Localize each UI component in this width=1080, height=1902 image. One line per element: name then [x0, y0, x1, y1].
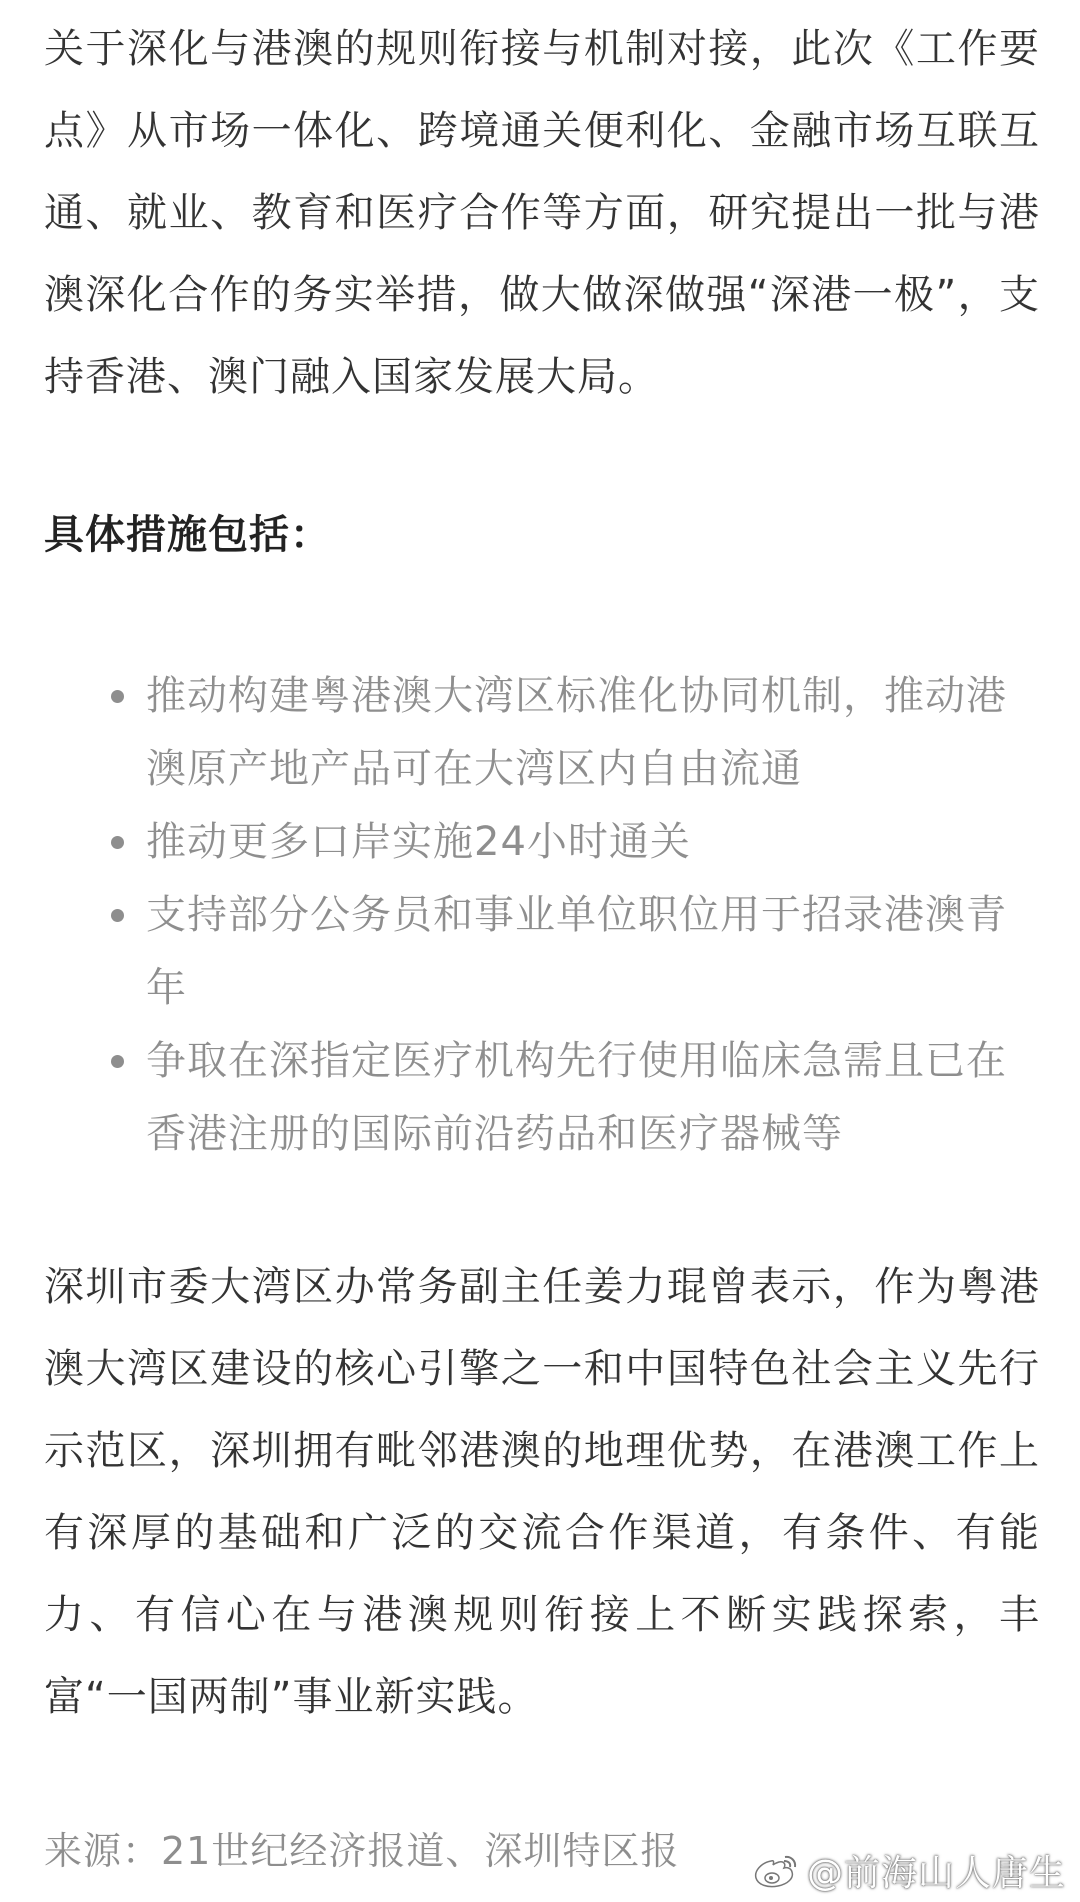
watermark-text: @前海山人唐生 — [806, 1853, 1066, 1894]
article-paragraph-1: 关于深化与港澳的规则衔接与机制对接，此次《工作要点》从市场一体化、跨境通关便利化、金融市场互联互通、就业、教育和医疗合作等方面，研究提出一批与港澳深化合作的务实举措，做大做深做强“深港一极”，支持香港、澳门融入国家发展大局。 — [44, 26, 1040, 400]
bullet-icon — [111, 690, 124, 703]
measure-item — [44, 806, 1040, 879]
measure-item — [44, 879, 1040, 1025]
bullet-icon — [111, 1055, 124, 1068]
weibo-watermark — [751, 1845, 1066, 1896]
measure-text: 推动构建粤港澳大湾区标准化协同机制，推动港澳原产地产品可在大湾区内自由流通 — [146, 673, 1007, 792]
measure-item — [44, 660, 1040, 806]
measure-text: 争取在深指定医疗机构先行使用临床急需且已在香港注册的国际前沿药品和医疗器械等 — [146, 1038, 1007, 1157]
measure-text: 支持部分公务员和事业单位职位用于招录港澳青年 — [146, 892, 1007, 1011]
weibo-icon — [751, 1851, 801, 1891]
bullet-icon — [111, 909, 124, 922]
measures-heading: 具体措施包括： — [44, 512, 331, 558]
measures-list — [44, 660, 1040, 1171]
measure-text: 推动更多口岸实施24小时通关 — [146, 819, 691, 865]
article-paragraph-2: 深圳市委大湾区办常务副主任姜力琨曾表示，作为粤港澳大湾区建设的核心引擎之一和中国特色社会主义先行示范区，深圳拥有毗邻港澳的地理优势，在港澳工作上有深厚的基础和广泛的交流合作渠道，有条件、有能力、有信心在与港澳规则衔接上不断实践探索，丰富“一国两制”事业新实践。 — [44, 1264, 1040, 1720]
bullet-icon — [111, 836, 124, 849]
measure-item — [44, 1025, 1040, 1171]
source-credit: 来源：21世纪经济报道、深圳特区报 — [44, 1829, 680, 1873]
